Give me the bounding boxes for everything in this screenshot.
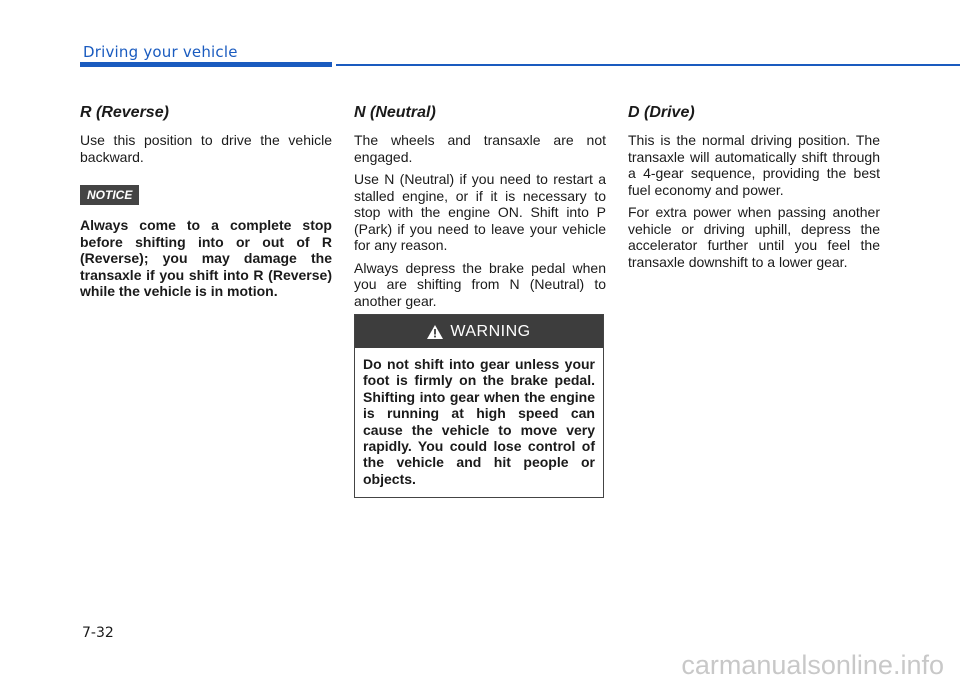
neutral-paragraph: Always depress the brake pedal when you are shifting from N (Neutral) to another gear. (354, 259, 606, 309)
header-rule-thick (80, 62, 332, 67)
page-number: 7-32 (82, 625, 114, 641)
header-rule-thin (336, 64, 960, 66)
reverse-heading: R (Reverse) (80, 104, 169, 121)
drive-column (628, 104, 880, 276)
warning-header (355, 315, 603, 348)
neutral-paragraph: The wheels and transaxle are not engaged. (354, 132, 606, 165)
notice-badge: NOTICE (80, 185, 139, 205)
section-title: Driving your vehicle (83, 43, 238, 61)
drive-paragraph: For extra power when passing another vehicle or driving uphill, depress the accelerator further until you feel the transaxle downshift to a lower gear. (628, 204, 880, 270)
drive-paragraph: This is the normal driving position. The transaxle will automatically shift through a 4-gear sequence, providing the best fuel economy and power. (628, 132, 880, 198)
watermark: carmanualsonline.info (681, 650, 944, 680)
warning-triangle-icon (427, 325, 443, 339)
warning-label: WARNING (450, 322, 531, 340)
neutral-heading: N (Neutral) (354, 104, 436, 121)
warning-text: Do not shift into gear unless your foot is firmly on the brake pedal. Shifting into gear when the engine is running at high speed can cause the vehicle to move very rapidly. You could lose control of the vehicle and hit people or objects. (363, 356, 595, 487)
notice-text: Always come to a complete stop before shifting into or out of R (Reverse); you may damage the transaxle if you shift into R (Reverse) while the vehicle is in motion. (80, 217, 332, 299)
drive-heading: D (Drive) (628, 104, 695, 121)
reverse-column (80, 104, 332, 300)
neutral-paragraph: Use N (Neutral) if you need to restart a stalled engine, or if it is necessary to stop with the engine ON. Shift into P (Park) if you need to leave your vehicle for any reason. (354, 171, 606, 253)
warning-box (354, 314, 604, 498)
neutral-column (354, 104, 606, 315)
reverse-body: Use this position to drive the vehicle backward. (80, 132, 332, 165)
